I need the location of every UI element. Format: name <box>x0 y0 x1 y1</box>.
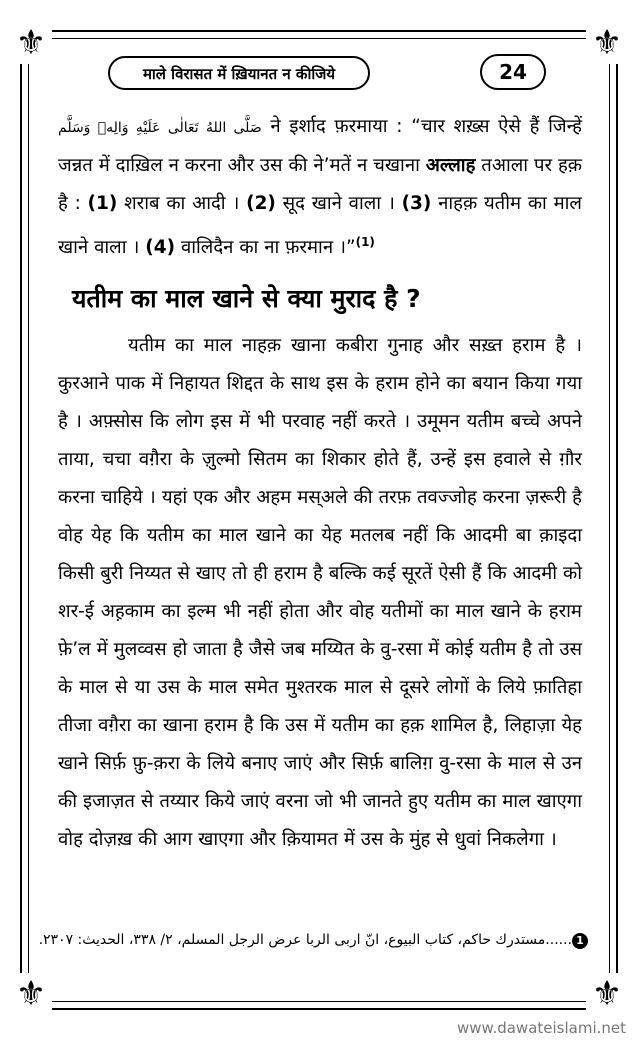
page-content <box>58 108 582 859</box>
fleur-de-lis-ornament-icon: ⚜ <box>10 973 52 1015</box>
footnote-reference: (1) <box>355 235 375 249</box>
fleur-de-lis-ornament-icon: ⚜ <box>10 22 52 64</box>
hadith-paragraph: صَلَّى اللهُ تَعَالٰى عَلَيْهِ وَالِهٖ وَسَلَّم ने इर्शाद फ़रमाया : “चार शख़्स ऐसे हैं जिन्हें जन्नत में दाख़िल न करना और उस की ने’मतें न चखाना अल्लाह तआला पर हक़ है : (1) शराब का आदी । (2) सूद खाने वाला । (3) नाहक़ यतीम का माल खाने वाला । (4) वालिदैन का ना फ़रमान ।”$^{(1)}$ <box>58 116 583 259</box>
fleur-de-lis-ornament-icon: ⚜ <box>586 973 628 1015</box>
footnote <box>38 932 588 949</box>
arabic-salutation: صَلَّى اللهُ تَعَالٰى عَلَيْهِ وَالِهٖ وَسَلَّم <box>58 120 262 136</box>
section-heading: यतीम का माल खाने से क्या मुराद है ? <box>72 284 421 314</box>
fleur-de-lis-ornament-icon: ⚜ <box>586 22 628 64</box>
footnote-number: 1 <box>572 933 588 949</box>
page-number: 24 <box>480 54 546 90</box>
footnote-text: ......مستدرك حاكم، كتاب البيوع، انّ اربی الربا عرض الرجل المسلم، ٢/ ٣٣٨، الحديث: ٢٣٠٧. <box>38 932 572 948</box>
website-url: www.dawateislami.net <box>457 1019 626 1037</box>
body-paragraph: यतीम का माल नाहक़ खाना कबीरा गुनाह और सख़्त हराम है । कुरआने पाक में निहायत शिद्दत के साथ इस के हराम होने का बयान किया गया है । अफ़्सोस कि लोग इस में भी परवाह नहीं करते । उमूमन यतीम बच्चे अपने ताया, चचा वग़ैरा के ज़ुल्मो सितम का शिकार होते हैं, उन्हें इस हवाले से ग़ौर करना चाहिये । यहां एक और अहम मस्अले की तरफ़ तवज्जोह करना ज़रूरी है वोह येह कि यतीम का माल खाने का येह मतलब नहीं कि आदमी बा क़ाइदा किसी बुरी निय्यत से खाए तो ही हराम है बल्कि कई सूरतें ऐसी हैं कि आदमी को शर-ई अह़काम का इल्म भी नहीं होता और वोह यतीमों का माल खाने के हराम फ़े’ल में मुलव्वस हो जाता है जैसे जब मय्यित के वु-रसा में कोई यतीम है तो उस के माल से या उस के माल समेत मुश्तरक माल से दूसरे लोगों के लिये फ़ातिहा तीजा वग़ैरा का खाना हराम है कि उस में यतीम का हक़ शामिल है, लिहाज़ा येह खाने सिर्फ़ फ़ु-क़रा के लिये बनाए जाएं और सिर्फ़ बालिग़ वु-रसा के माल से उन की इजाज़त से तय्यार किये जाएं वरना जो भी जानते हुए यतीम का माल खाएगा वोह दोज़ख़ की आग खाएगा और क़ियामत में उस के मुंह से धुवां निकलेगा । <box>58 335 582 851</box>
running-header-title: माले विरासत में ख़ियानत न कीजिये <box>108 56 370 90</box>
